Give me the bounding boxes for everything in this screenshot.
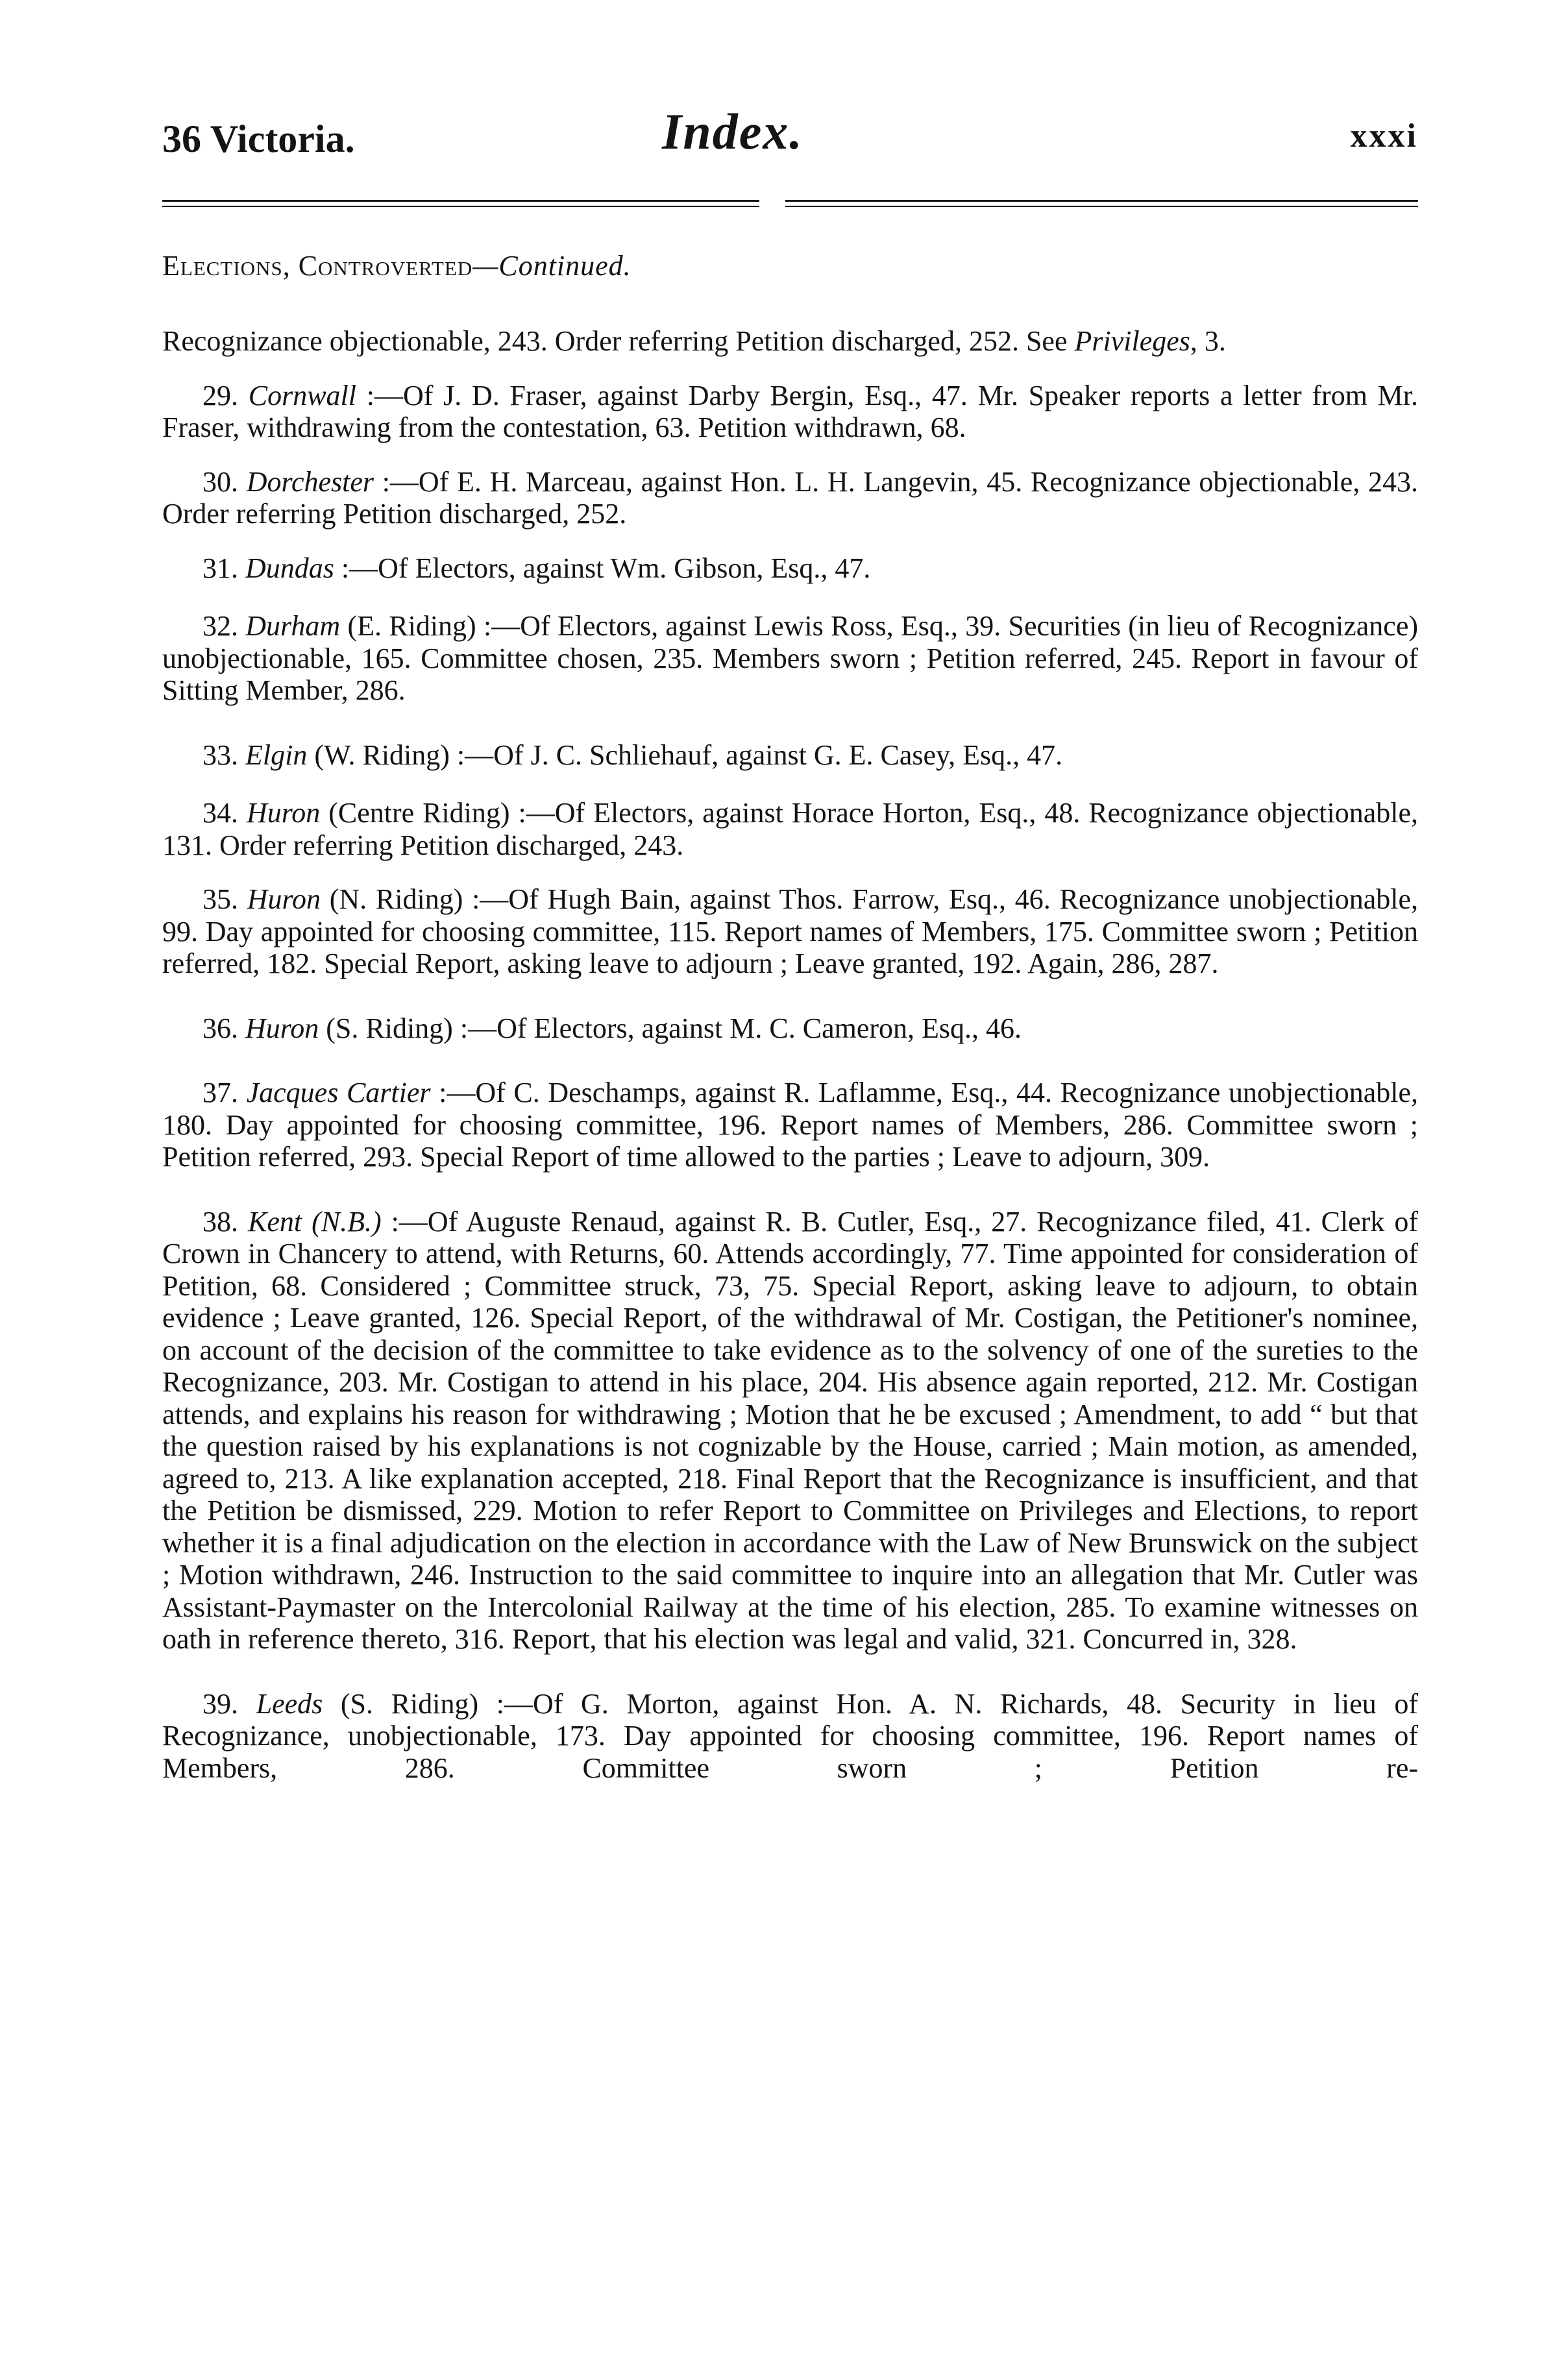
entry-number: 37. [202,1077,238,1108]
section-title: Elections, Controverted [162,250,473,282]
entry-text: :—Of C. Deschamps, against R. Laflamme, Esq., 44. Recognizance unobjectionable, 180. Day appointed for choosing committee, 196. Report names of Members, 286. Committee sworn ; Petition referred, 293. Special Report of time allowed to the parties ; Leave to adjourn, 309. [162,1077,1419,1173]
entry-place: Dorchester [246,465,374,498]
entry-place: Elgin [245,739,308,771]
entry-text: (E. Riding) :—Of Electors, against Lewis Ross, Esq., 39. Securities (in lieu of Recognizance) unobjectionable, 165. Committee chosen, 235. Members sworn ; Petition referred, 245. Report in favour of Sitting Member, 286. [162,610,1419,706]
running-head [162,97,1418,169]
entry-number: 29. [202,379,238,411]
entry-number: 30. [202,465,238,498]
entry-text: Recognizance objectionable, 243. Order referring Petition discharged, 252. See [162,325,1075,357]
entry-number: 32. [202,610,238,642]
entry-text: (Centre Riding) :—Of Electors, against Horace Horton, Esq., 48. Recognizance objectionable, 131. Order referring Petition discharged, 243. [162,797,1419,861]
index-entry-39 [162,1688,1418,1785]
entry-place: Huron [245,1012,319,1044]
entry-crossref: Privileges [1074,325,1190,357]
entry-number: 39. [202,1687,238,1720]
entry-text: :—Of J. D. Fraser, against Darby Bergin, Esq., 47. Mr. Speaker reports a letter from Mr. Fraser, withdrawing from the contestation, 63. Petition withdrawn, 68. [162,379,1419,443]
entry-place: Huron [247,883,321,915]
header-page-number: xxxi [1350,117,1418,154]
entry-text: :—Of Auguste Renaud, against R. B. Cutler, Esq., 27. Recognizance filed, 41. Clerk of Crown in Chancery to attend, with Returns, 60. Attends accordingly, 77. Time appointed for consideration of Petition, 68. Considered ; Committee struck, 73, 75. Special Report, asking leave to adjourn, to obtain evidence ; Leave granted, 126. Special Report, of the withdrawal of Mr. Costigan, the Petitioner's nominee, on account of the decision of the committee to take evidence as to the solvency of one of the sureties to the Recognizance, 203. Mr. Costigan to attend in his place, 204. His absence again reported, 212. Mr. Costigan attends, and explains his reason for withdrawing ; Motion that he be excused ; Amendment, to add “ but that the question raised by his explanations is not cognizable by the House, carried ; Main motion, as amended, agreed to, 213. A like explanation accepted, 218. Final Report that the Recognizance is insufficient, and that the Petition be dismissed, 229. Motion to refer Report to Committee on Privileges and Elections, to report whether it is a final adjudication on the election in accordance with the Law of New Brunswick on the subject ; Motion withdrawn, 246. Instruction to the said committee to inquire into an allegation that Mr. Cutler was Assistant-Paymaster on the Intercolonial Railway at the time of his election, 285. To examine witnesses on oath in reference thereto, 316. Report, that his election was legal and valid, 321. Concurred in, 328. [162,1205,1418,1655]
entry-text: (S. Riding) :—Of Electors, against M. C. Cameron, Esq., 46. [326,1012,1022,1044]
entry-number: 38. [202,1205,238,1238]
entry-number: 31. [202,552,238,584]
section-heading [162,249,1418,282]
index-page [162,97,1418,1784]
entry-place: Durham [245,610,341,642]
index-entry-29 [162,380,1418,444]
entry-place: Huron [246,797,321,829]
entry-text: :—Of Electors, against Wm. Gibson, Esq., 47. [341,552,871,584]
index-entry-33 [162,739,1418,772]
index-entry-37 [162,1077,1418,1173]
entry-place: Leeds [256,1687,323,1720]
entry-place: Jacques Cartier [246,1077,431,1108]
entry-crossref-tail: , 3. [1190,325,1226,357]
index-entry-30 [162,466,1418,530]
entry-text: (W. Riding) :—Of J. C. Schliehauf, against G. E. Casey, Esq., 47. [314,739,1063,771]
entry-place: Cornwall [248,379,357,411]
index-entry-34 [162,797,1418,861]
index-entry-38 [162,1206,1418,1655]
entry-place: Kent (N.B.) [247,1205,382,1238]
entry-text: :—Of E. H. Marceau, against Hon. L. H. Langevin, 45. Recognizance objectionable, 243. Order referring Petition discharged, 252. [162,465,1419,530]
entry-text: (N. Riding) :—Of Hugh Bain, against Thos. Farrow, Esq., 46. Recognizance unobjectionable, 99. Day appointed for choosing committee, 115. Report names of Members, 175. Committee sworn ; Petition referred, 182. Special Report, asking leave to adjourn ; Leave granted, 192. Again, 286, 287. [162,883,1419,979]
index-entry-35 [162,883,1418,980]
index-entry-31 [162,552,1418,585]
index-entry-32 [162,610,1418,707]
index-entry-continued [162,325,1418,358]
entry-number: 33. [202,739,238,771]
index-entry-36 [162,1012,1418,1045]
entry-text: (S. Riding) :—Of G. Morton, against Hon. A. N. Richards, 48. Security in lieu of Recognizance, unobjectionable, 173. Day appointed for choosing committee, 196. Report names of Members, 286. Committee sworn ; Petition re- [162,1687,1419,1784]
section-continued: —Continued. [472,250,631,282]
header-volume: 36 Victoria. [162,117,355,160]
entry-number: 35. [202,883,238,915]
entry-number: 36. [202,1012,238,1044]
entry-number: 34. [202,797,238,829]
header-double-rule [162,200,1418,210]
entry-place: Dundas [245,552,334,584]
header-title: Index. [662,103,803,160]
